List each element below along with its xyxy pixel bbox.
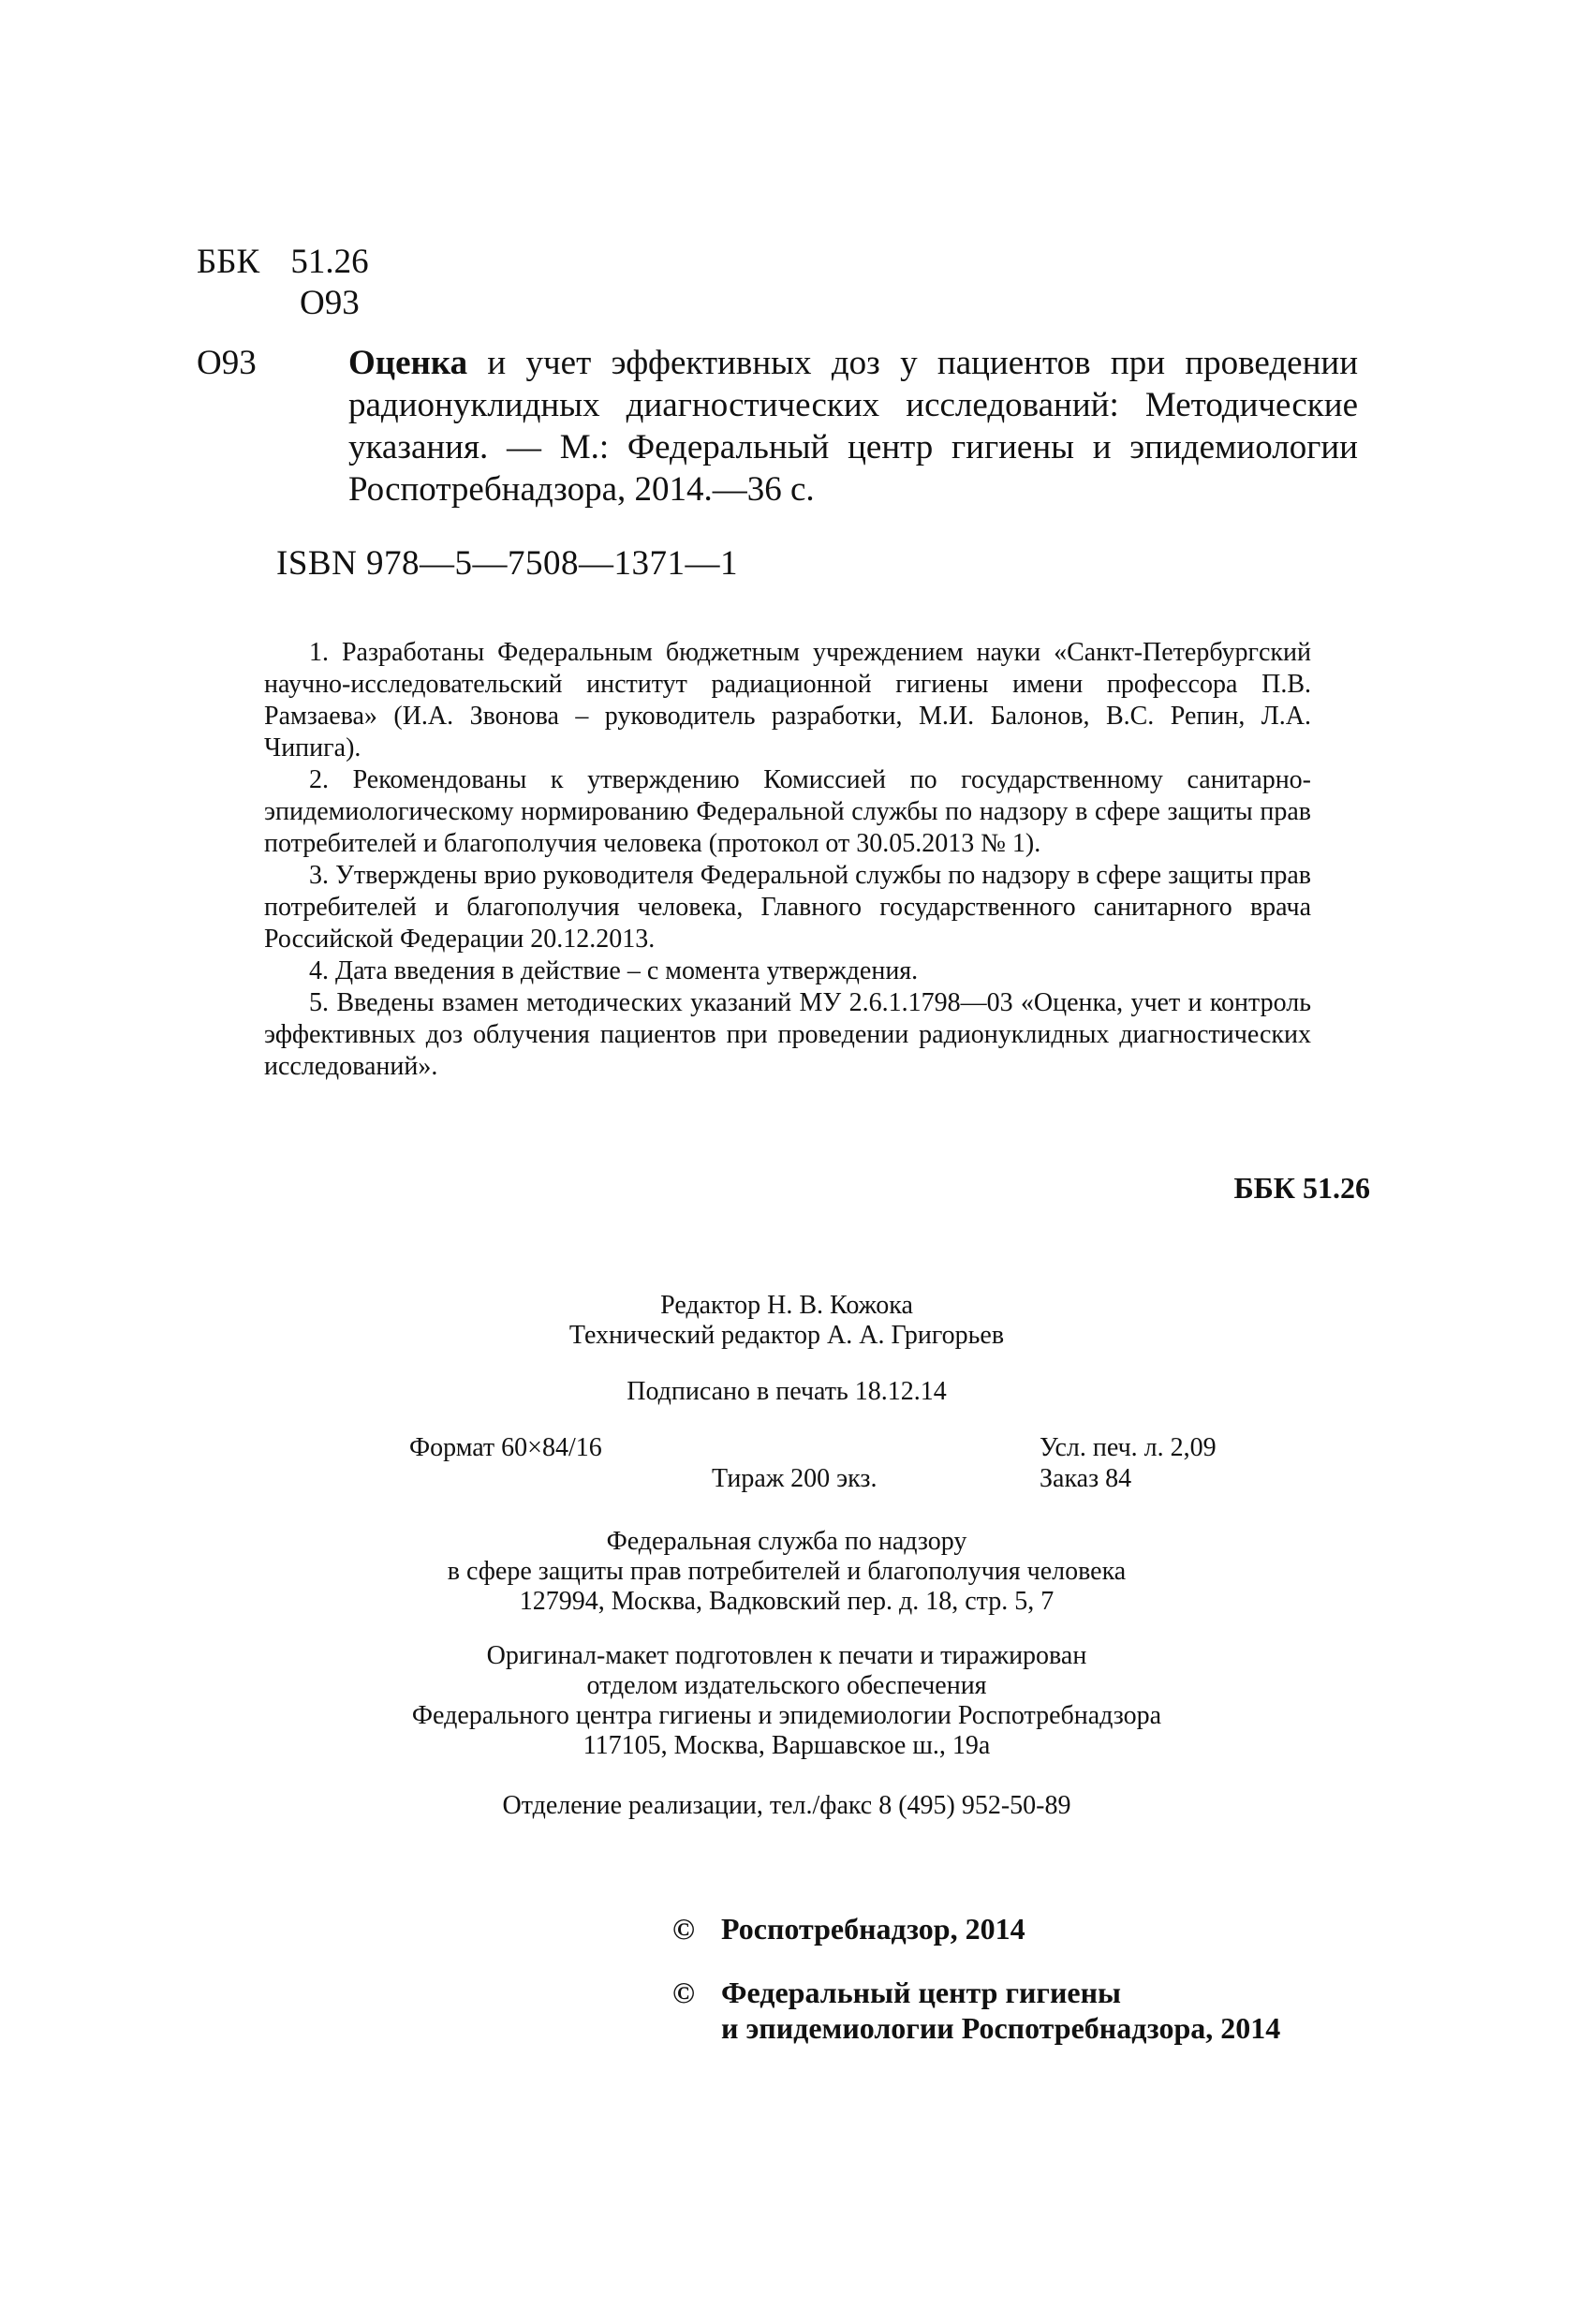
editor: Редактор Н. В. Кожока (660, 1291, 913, 1320)
bbk-bottom: ББК 51.26 (1233, 1171, 1370, 1205)
bbk-line (197, 242, 369, 283)
copyright-1 (672, 1911, 1025, 1947)
bib-title-bold: Оценка (348, 344, 468, 382)
order-number: Заказ 84 (1040, 1464, 1132, 1493)
note-item: 4. Дата введения в действие – с момента утверждения. (309, 956, 919, 985)
bib-title-rest: и учет эффективных доз у пациентов при проведении радионуклидных диагностических исследований: Методические указания. — М.: Федеральный центр гигиены и эпидемиологии Роспотребнадзора, 2014.—36 с. (348, 344, 1358, 509)
print-run: Тираж 200 экз. (712, 1464, 878, 1493)
publisher-block (281, 1527, 1292, 1617)
print-sheets: Усл. печ. л. 2,09 (1040, 1433, 1217, 1462)
printer-line: Федерального центра гигиены и эпидемиологии Роспотребнадзора (411, 1701, 1162, 1730)
bbk-value: 51.26 (290, 243, 369, 281)
author-code: О93 (300, 284, 360, 322)
format: Формат 60×84/16 (409, 1433, 602, 1462)
printer-line: 117105, Москва, Варшавское ш., 19а (583, 1731, 991, 1760)
note-item: 5. Введены взамен методических указаний МУ 2.6.1.1798—03 «Оценка, учет и контроль эффективных доз облучения пациентов при проведении радионуклидных диагностических исследований». (264, 988, 1311, 1081)
note-item: 3. Утверждены врио руководителя Федеральной службы по надзору в сфере защиты прав потребителей и благополучия человека, Главного государственного санитарного врача Российской Федерации 20.12.2013. (264, 861, 1311, 954)
sales-contact: Отделение реализации, тел./факс 8 (495) 952-50-89 (502, 1791, 1071, 1820)
copyright-holder-1: Роспотребнадзор, 2014 (721, 1912, 1025, 1946)
bbk-label: ББК (197, 243, 260, 281)
printer-line: Оригинал-макет подготовлен к печати и тиражирован (486, 1641, 1087, 1670)
bibliographic-record (197, 342, 1358, 511)
copyright-holder-2b: и эпидемиологии Роспотребнадзора, 2014 (721, 2011, 1281, 2045)
notes-block (264, 637, 1311, 1083)
signed-date: Подписано в печать 18.12.14 (627, 1377, 947, 1406)
catalog-block (197, 242, 369, 324)
bib-code: О93 (197, 344, 257, 382)
printer-block (234, 1641, 1339, 1761)
editors-block (375, 1291, 1199, 1351)
copyright-2 (672, 1975, 1280, 2046)
note-item: 2. Рекомендованы к утверждению Комиссией по государственному санитарно-эпидемиологическому нормированию Федеральной службы по надзору в сфере защиты прав потребителей и благополучия человека (протокол от 30.05.2013 № 1). (264, 765, 1311, 858)
note-item: 1. Разработаны Федеральным бюджетным учреждением науки «Санкт-Петербургский научно-исследовательский институт радиационной гигиены имени профессора П.В. Рамзаева» (И.А. Звонова – руководитель разработки, М.И. Балонов, В.С. Репин, Л.А. Чипига). (264, 638, 1311, 762)
copyright-holder-2a: Федеральный центр гигиены (721, 1976, 1122, 2009)
publisher-line: Федеральная служба по надзору (606, 1527, 967, 1556)
publisher-line: в сфере защиты прав потребителей и благополучия человека (447, 1557, 1127, 1586)
printer-line: отделом издательского обеспечения (586, 1671, 987, 1700)
isbn: ISBN 978—5—7508—1371—1 (276, 544, 739, 583)
tech-editor: Технический редактор А. А. Григорьев (568, 1321, 1005, 1350)
copyright-symbol: © (672, 1912, 695, 1946)
publisher-line: 127994, Москва, Вадковский пер. д. 18, стр. 5, 7 (519, 1587, 1055, 1616)
bib-description (348, 342, 1358, 511)
copyright-symbol: © (672, 1976, 695, 2009)
